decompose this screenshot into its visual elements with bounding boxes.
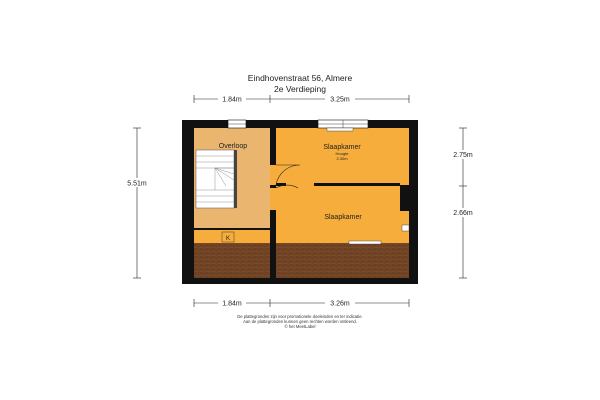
attic-floor-left [194, 243, 270, 278]
dim-bottom-left: 1.84m [222, 300, 242, 308]
door-opening-bottom [270, 188, 276, 210]
dim-top-right: 3.25m [330, 96, 350, 104]
dim-bottom-right: 3.26m [330, 300, 350, 308]
dim-right-lower: 2.66m [453, 210, 473, 217]
disclaimer [0, 314, 600, 329]
label-slaapkamer-bottom: Slaapkamer [324, 214, 362, 221]
heater-right [402, 225, 409, 231]
label-slaapkamer-sub1: Hoogte [335, 151, 349, 156]
dim-right-upper: 2.75m [453, 152, 473, 159]
floorplan-address: Eindhovenstraat 56, Almere [247, 73, 353, 83]
divider-wall [314, 183, 400, 186]
dimension-left [133, 128, 141, 278]
label-slaapkamer-top: Slaapkamer [323, 144, 361, 151]
disclaimer-line-2: Aan de plattegronden kunnen geen rechten worden ontleend. [243, 319, 357, 324]
radiator-top [327, 128, 353, 131]
attic-floor-right [276, 243, 409, 278]
label-slaapkamer-sub2: 2.30m [336, 156, 348, 161]
staircase [196, 150, 237, 208]
floorplan-floor-label: 2e Verdieping [274, 84, 326, 94]
dim-top-left: 1.84m [222, 96, 242, 104]
disclaimer-line-1: De plattegronden zijn voor promotionele doeleinden en ter indicatie. [237, 314, 363, 319]
dim-left-height: 5.51m [127, 180, 147, 188]
landing-rail [194, 228, 270, 230]
label-overloop: Overloop [218, 143, 248, 150]
label-k: K [225, 236, 231, 242]
radiator-bottom [349, 241, 381, 244]
disclaimer-line-3: © het MeetLabel [284, 324, 316, 329]
wall-column [400, 185, 412, 211]
door-opening-top [270, 165, 276, 185]
